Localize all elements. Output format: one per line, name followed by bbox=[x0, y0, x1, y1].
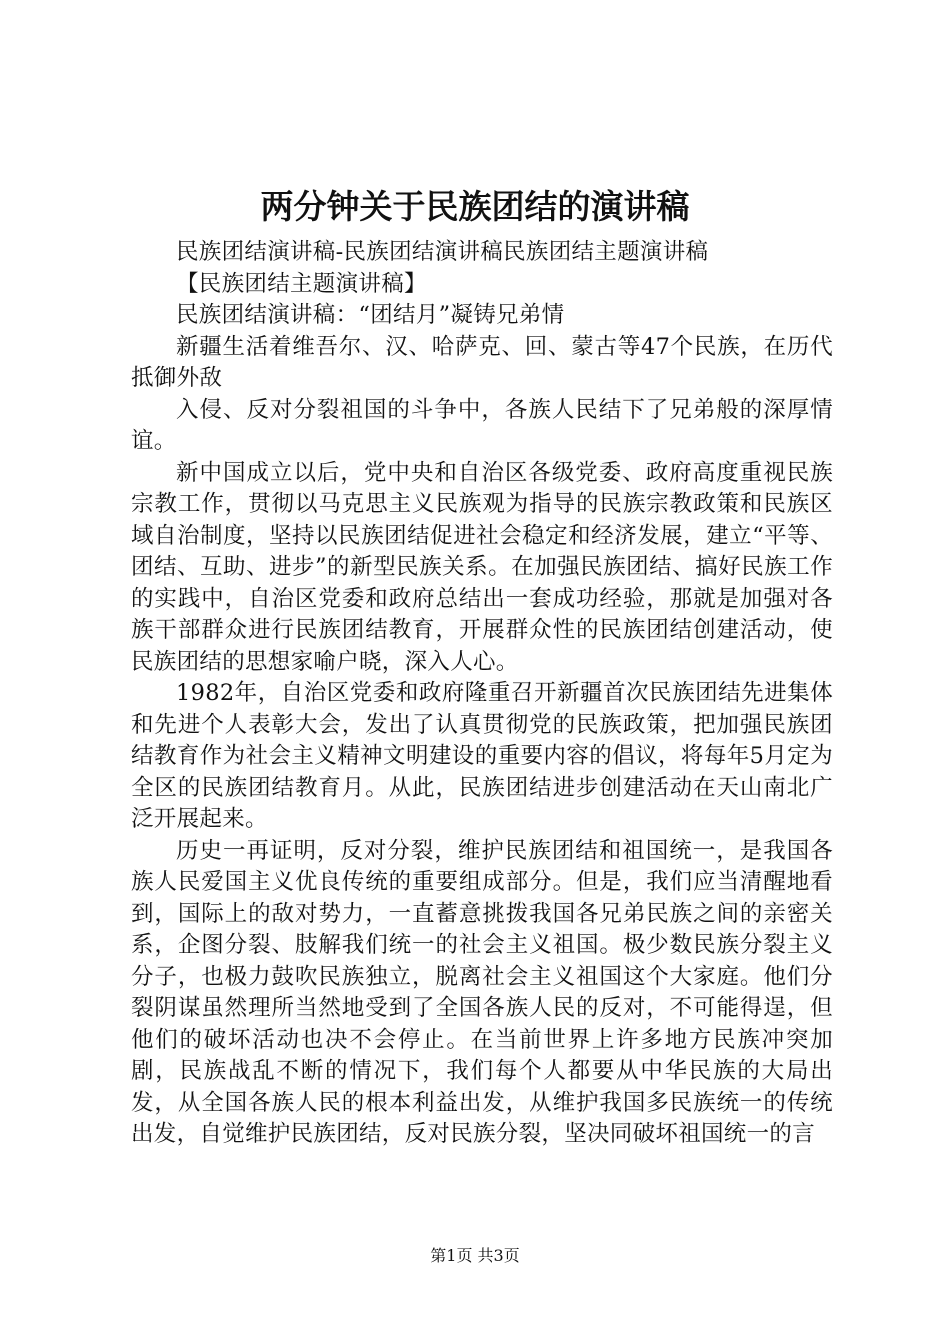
page-footer: 第1页 共3页 bbox=[430, 1246, 520, 1265]
paragraph-speech-title: 民族团结演讲稿：“团结月”凝铸兄弟情 bbox=[176, 302, 565, 328]
paragraph-1982: 1982年，自治区党委和政府隆重召开新疆首次民族团结先进集体和先进个人表彰大会，发出了认真贯彻党的民族政策，把加强民族团结教育作为社会主义精神文明建设的重要内容的倡议，将每年5月定为全区的民族团结教育月。从此，民族团结进步创建活动在天山南北广泛开展起来。 bbox=[131, 680, 833, 832]
paragraph-intro: 新疆生活着维吾尔、汉、哈萨克、回、蒙古等47个民族，在历代抵御外敌 bbox=[131, 333, 833, 391]
document-body bbox=[131, 237, 833, 1151]
paragraph-intro-continued: 入侵、反对分裂祖国的斗争中，各族人民结下了兄弟般的深厚情谊。 bbox=[131, 396, 833, 454]
paragraph-new-china: 新中国成立以后，党中央和自治区各级党委、政府高度重视民族宗教工作，贯彻以马克思主义民族观为指导的民族宗教政策和民族区域自治制度，坚持以民族团结促进社会稳定和经济发展，建立“平等、团结、互助、进步”的新型民族关系。在加强民族团结、搞好民族工作的实践中，自治区党委和政府总结出一套成功经验，那就是加强对各族干部群众进行民族团结教育，开展群众性的民族团结创建活动，使民族团结的思想家喻户晓，深入人心。 bbox=[131, 459, 833, 675]
paragraph-subtitle: 民族团结演讲稿-民族团结演讲稿民族团结主题演讲稿 bbox=[176, 239, 709, 265]
paragraph-history: 历史一再证明，反对分裂，维护民族团结和祖国统一，是我国各族人民爱国主义优良传统的重要组成部分。但是，我们应当清醒地看到，国际上的敌对势力，一直蓄意挑拨我国各兄弟民族之间的亲密关系，企图分裂、肢解我们统一的社会主义祖国。极少数民族分裂主义分子，也极力鼓吹民族独立，脱离社会主义祖国这个大家庭。他们分裂阴谋虽然理所当然地受到了全国各族人民的反对，不可能得逞，但他们的破坏活动也决不会停止。在当前世界上许多地方民族冲突加剧，民族战乱不断的情况下，我们每个人都要从中华民族的大局出发，从全国各族人民的根本利益出发，从维护我国多民族统一的传统出发，自觉维护民族团结，反对民族分裂，坚决同破坏祖国统一的言 bbox=[131, 837, 833, 1147]
paragraph-section-heading: 【民族团结主题演讲稿】 bbox=[176, 270, 427, 297]
document-title: 两分钟关于民族团结的演讲稿 bbox=[260, 187, 690, 226]
